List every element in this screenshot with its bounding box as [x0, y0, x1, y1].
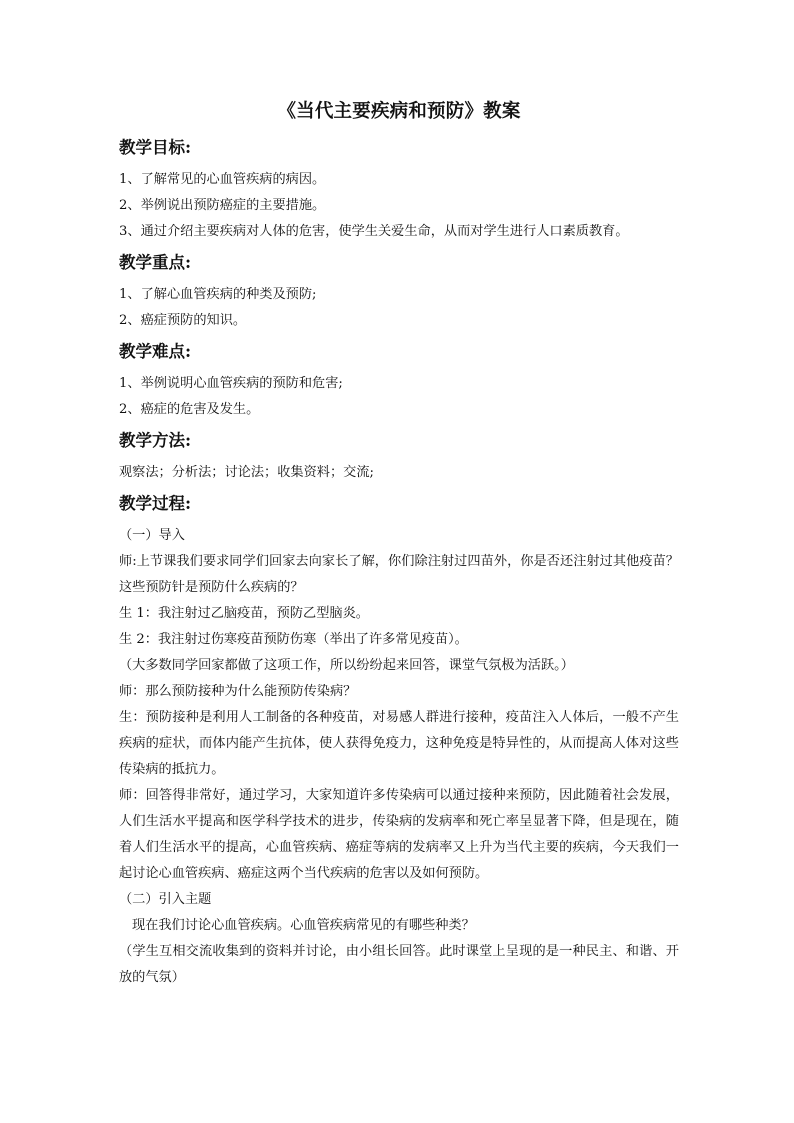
- teacher-question: 师:上节课我们要求同学们回家去向家长了解，你们除注射过四苗外，你是否还注射过其他疫苗？这些预防针是预防什么疾病的？: [119, 554, 679, 595]
- section-methods: [119, 429, 679, 486]
- section-key-points: [119, 251, 679, 334]
- difficulties-list: [119, 371, 679, 423]
- student-answer: 生 2：我注射过伤寒疫苗预防伤寒（举出了许多常见疫苗）。: [119, 632, 468, 647]
- section-heading: 教学方法:: [119, 431, 192, 450]
- classroom-note: （大多数同学回家都做了这项工作，所以纷纷起来回答，课堂气氛极为活跃。）: [119, 658, 574, 673]
- methods-list: [119, 460, 679, 486]
- list-item: 1、了解常见的心血管疾病的病因。: [119, 172, 326, 187]
- section-heading: 教学目标:: [119, 138, 192, 157]
- teacher-remark: 师：回答得非常好，通过学习，大家知道许多传染病可以通过接种来预防，因此随着社会发展，人们生活水平提高和医学科学技术的进步，传染病的发病率和死亡率呈显著下降，但是现在，随着人们生活水平的提高，心血管疾病、癌症等病的发病率又上升为当代主要的疾病，今天我们一起讨论心血管疾病、癌症这两个当代疾病的危害以及如何预防。: [119, 788, 679, 881]
- goals-list: [119, 167, 679, 245]
- list-item: 1、举例说明心血管疾病的预防和危害;: [119, 376, 343, 391]
- section-teaching-goals: [119, 136, 679, 245]
- document-title: 《当代主要疾病和预防》教案: [277, 101, 521, 122]
- list-item: 观察法；分析法；讨论法；收集资料；交流;: [119, 465, 375, 480]
- list-item: 2、癌症的危害及发生。: [119, 402, 260, 417]
- section-difficulties: [119, 340, 679, 423]
- classroom-note: （学生互相交流收集到的资料并讨论，由小组长回答。此时课堂上呈现的是一种民主、和谐、开放的气氛）: [119, 944, 679, 985]
- list-item: 2、举例说出预防癌症的主要措施。: [119, 198, 326, 213]
- teacher-question: 师：那么预防接种为什么能预防传染病？: [119, 684, 357, 699]
- teacher-question: 现在我们讨论心血管疾病。心血管疾病常见的有哪些种类？: [132, 918, 475, 933]
- section-heading: 教学难点:: [119, 342, 192, 361]
- list-item: 2、癌症预防的知识。: [119, 313, 247, 328]
- student-answer: 生 1：我注射过乙脑疫苗，预防乙型脑炎。: [119, 606, 369, 621]
- process-step-title: （二）引入主题: [119, 892, 212, 907]
- section-process: [119, 492, 679, 991]
- section-heading: 教学过程:: [119, 494, 192, 513]
- list-item: 1、了解心血管疾病的种类及预防;: [119, 287, 317, 302]
- key-points-list: [119, 282, 679, 334]
- section-heading: 教学重点:: [119, 253, 192, 272]
- document-body: [119, 98, 679, 993]
- process-step-title: （一）导入: [119, 528, 185, 543]
- list-item: 3、通过介绍主要疾病对人体的危害，使学生关爱生命，从而对学生进行人口素质教育。: [119, 224, 629, 239]
- student-answer: 生：预防接种是利用人工制备的各种疫苗，对易感人群进行接种，疫苗注入人体后，一般不产生疾病的症状，而体内能产生抗体，使人获得免疫力，这种免疫是特异性的，从而提高人体对这些传染病的抵抗力。: [119, 710, 679, 777]
